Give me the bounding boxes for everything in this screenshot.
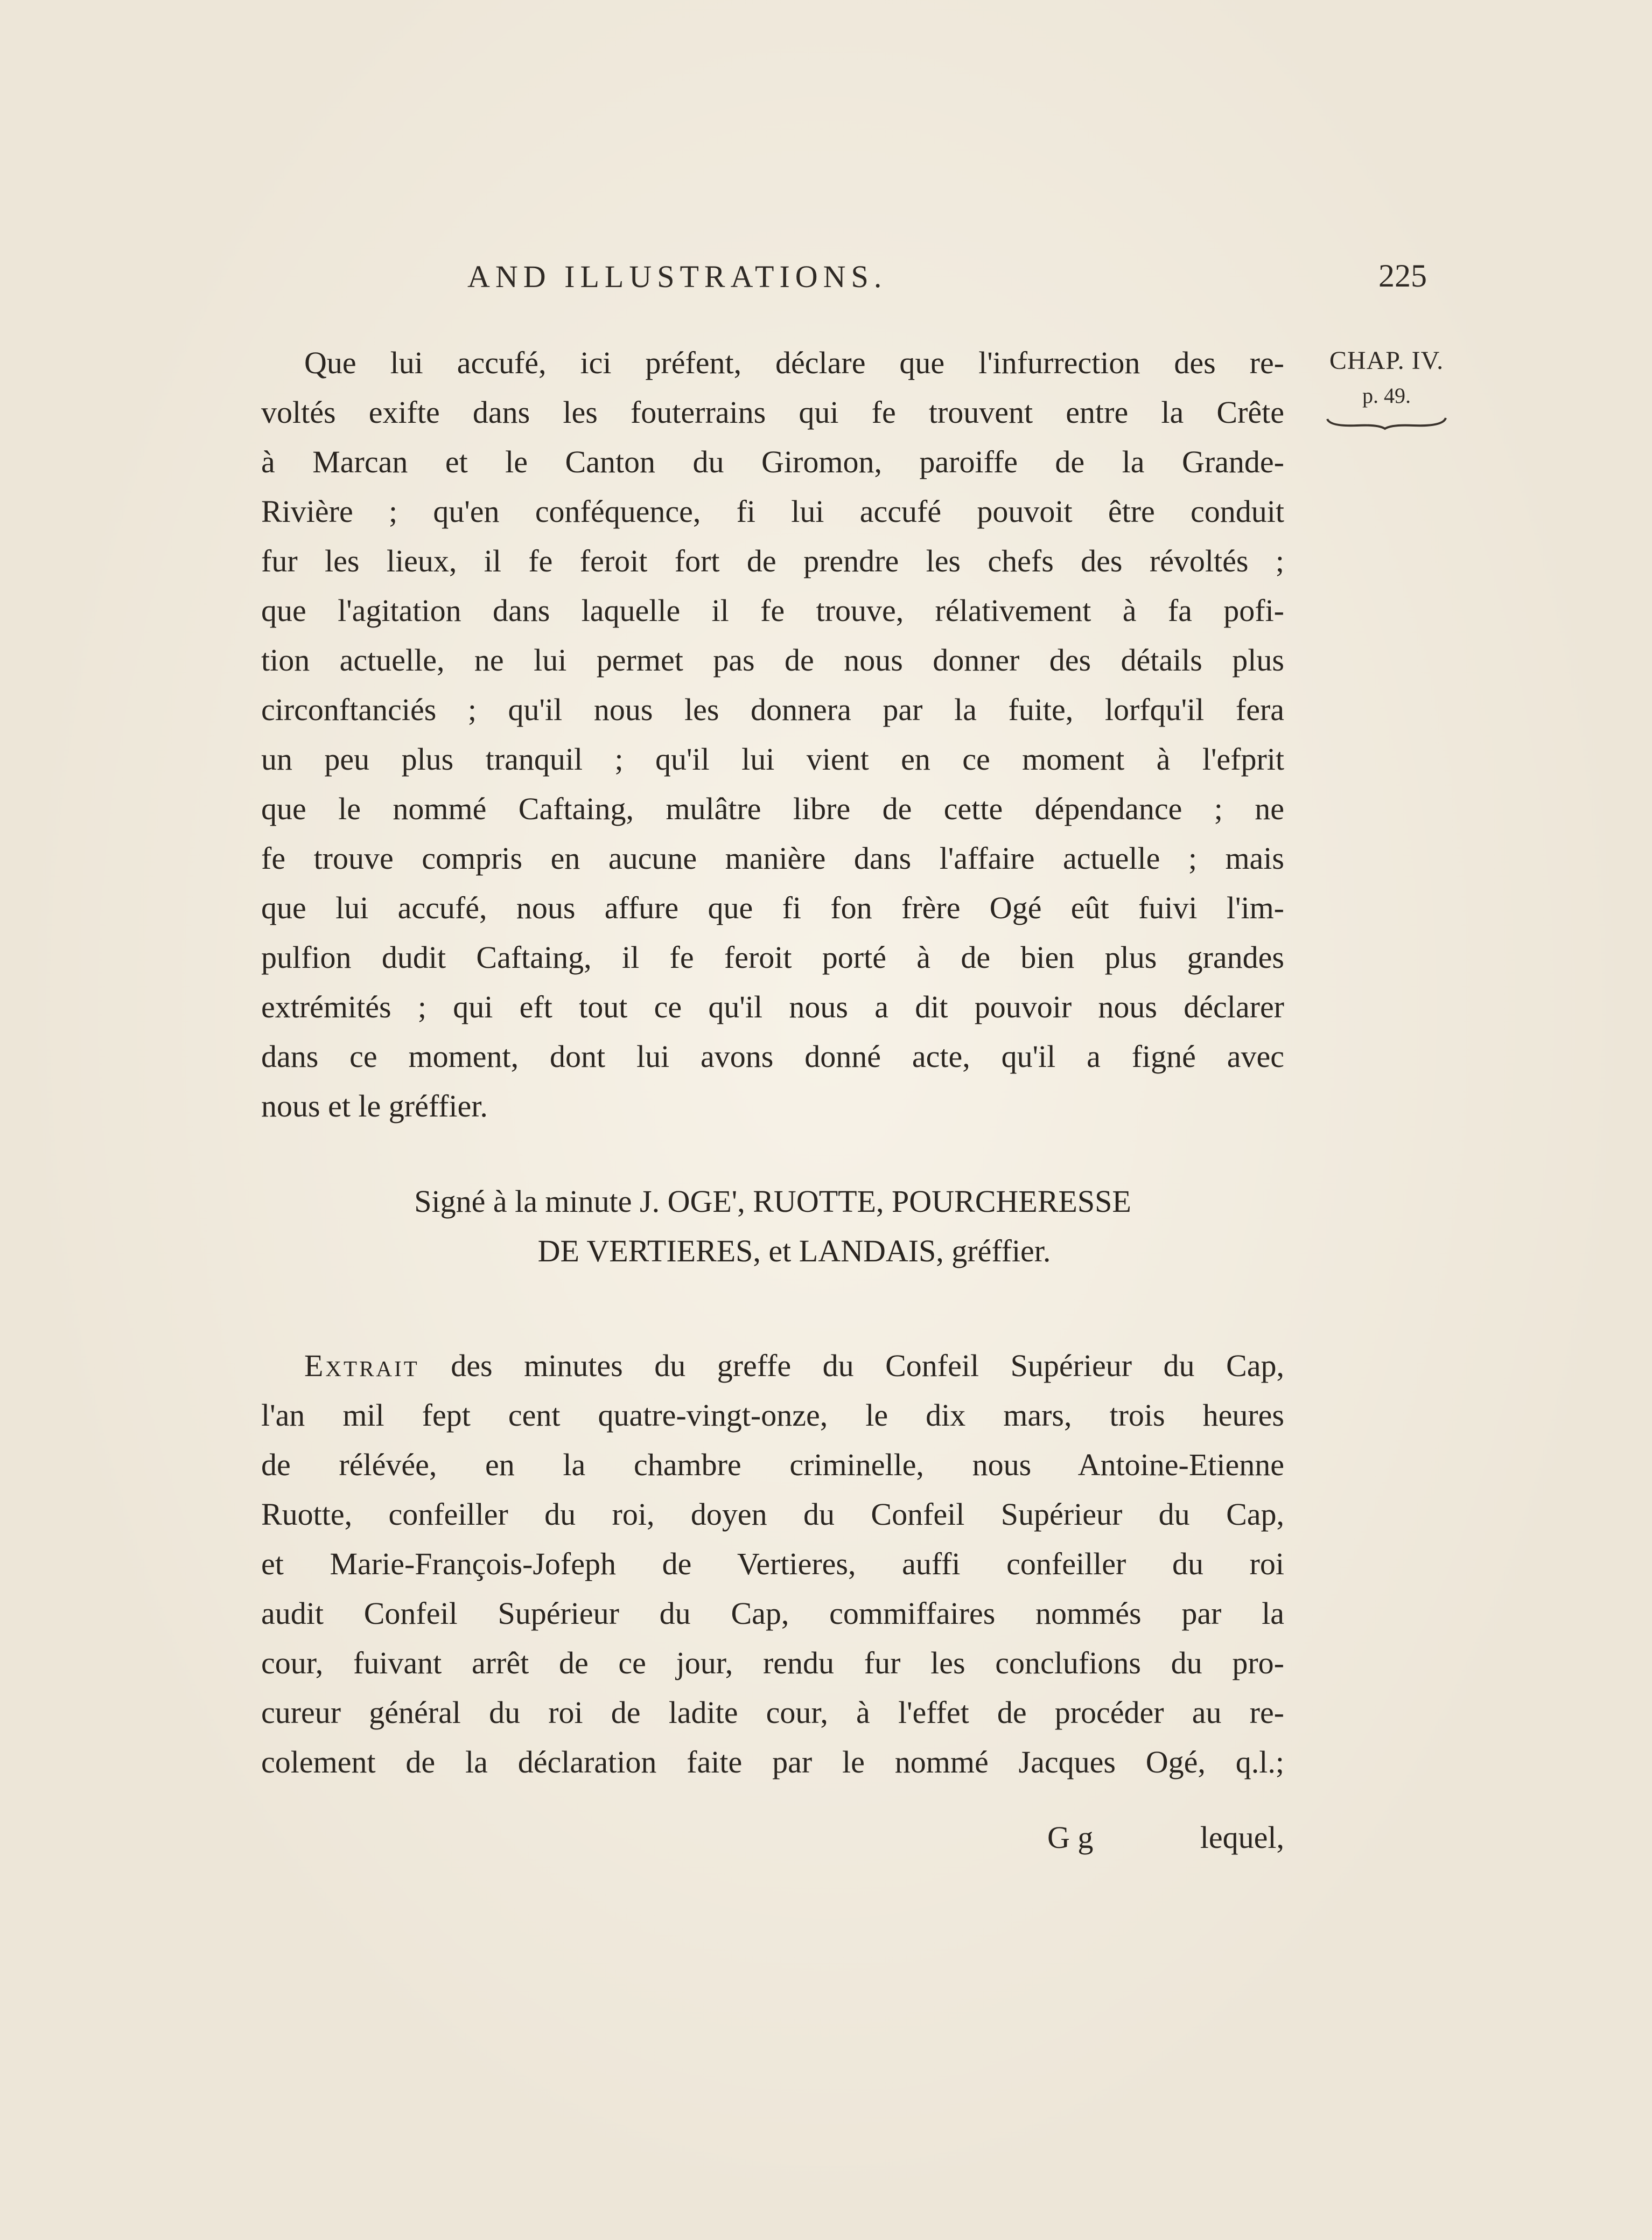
- text-line: cour, fuivant arrêt de ce jour, rendu fur les conclufions du pro-: [261, 1645, 1284, 1680]
- text-line-rest: des minutes du greffe du Confeil Supérieur du Cap,: [419, 1348, 1284, 1383]
- text-line: dans ce moment, dont lui avons donné acte, qu'il a figné avec: [261, 1039, 1284, 1074]
- margin-note: [1306, 345, 1467, 434]
- signature-line-2: DE VERTIERES, et LANDAIS, gréffier.: [537, 1233, 1051, 1268]
- text-line: voltés exifte dans les fouterrains qui fe trouvent entre la Crête: [261, 395, 1284, 430]
- text-line: circonftanciés ; qu'il nous les donnera par la fuite, lorfqu'il fera: [261, 692, 1284, 727]
- catchword: lequel,: [1200, 1820, 1284, 1855]
- text-line: de rélévée, en la chambre criminelle, nous Antoine-Etienne: [261, 1447, 1284, 1482]
- text-line: cureur général du roi de ladite cour, à l'effet de procéder au re-: [261, 1695, 1284, 1730]
- text-line: pulfion dudit Caftaing, il fe feroit porté à de bien plus grandes: [261, 940, 1284, 975]
- lead-word: Extrait: [304, 1348, 419, 1383]
- text-line: [261, 1341, 1284, 1391]
- text-line: que l'agitation dans laquelle il fe trouve, rélativement à fa pofi-: [261, 593, 1284, 628]
- page-number: 225: [1378, 258, 1427, 294]
- signature-line-1: Signé à la minute J. OGE', RUOTTE, POURCHERESSE: [414, 1184, 1131, 1219]
- text-line: fur les lieux, il fe feroit fort de prendre les chefs des révoltés ;: [261, 543, 1284, 578]
- text-line: l'an mil fept cent quatre-vingt-onze, le dix mars, trois heures: [261, 1398, 1284, 1433]
- paragraph-1: [261, 338, 1284, 1131]
- paragraph-2: [261, 1341, 1284, 1787]
- text-line: nous et le gréffier.: [261, 1088, 488, 1124]
- text-line: Ruotte, confeiller du roi, doyen du Confeil Supérieur du Cap,: [261, 1497, 1284, 1532]
- text-line: et Marie-François-Jofeph de Vertieres, auffi confeiller du roi: [261, 1546, 1284, 1581]
- text-line: tion actuelle, ne lui permet pas de nous donner des détails plus: [261, 643, 1284, 678]
- text-line: que lui accufé, nous affure que fi fon frère Ogé eût fuivi l'im-: [261, 890, 1284, 925]
- margin-note-page-ref: p. 49.: [1362, 383, 1411, 408]
- text-line: que le nommé Caftaing, mulâtre libre de cette dépendance ; ne: [261, 791, 1284, 826]
- text-line: colement de la déclaration faite par le nommé Jacques Ogé, q.l.;: [261, 1744, 1284, 1780]
- text-line: fe trouve compris en aucune manière dans l'affaire actuelle ; mais: [261, 841, 1284, 876]
- signature-mark: G g: [1047, 1820, 1094, 1855]
- page-footer: [261, 1819, 1284, 1869]
- text-line: à Marcan et le Canton du Giromon, paroiffe de la Grande-: [261, 444, 1284, 479]
- margin-brace-icon: [1325, 415, 1448, 431]
- text-line: un peu plus tranquil ; qu'il lui vient en ce moment à l'efprit: [261, 742, 1284, 777]
- text-line: Rivière ; qu'en conféquence, fi lui accufé pouvoit être conduit: [261, 494, 1284, 529]
- text-line: extrémités ; qui eft tout ce qu'il nous a dit pouvoir nous déclarer: [261, 989, 1284, 1024]
- text-line: audit Confeil Supérieur du Cap, commiffaires nommés par la: [261, 1596, 1284, 1631]
- text-line: Que lui accufé, ici préfent, déclare que l'infurrection des re-: [304, 345, 1284, 380]
- running-title: AND ILLUSTRATIONS.: [467, 259, 887, 294]
- margin-note-chapter: CHAP. IV.: [1329, 346, 1444, 375]
